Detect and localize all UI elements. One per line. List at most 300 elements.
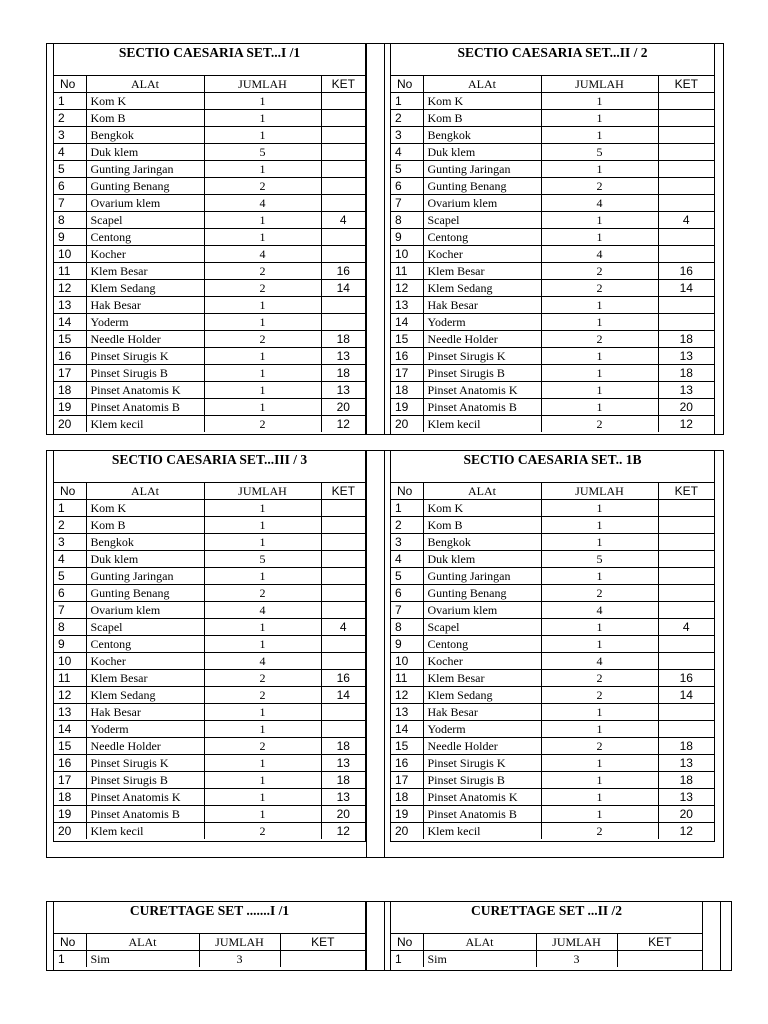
item-name: Ovarium klem (86, 602, 204, 619)
table-row (54, 229, 365, 246)
item-name: Bengkok (423, 127, 541, 144)
item-no: 5 (391, 568, 423, 585)
item-ket: 18 (658, 738, 714, 755)
item-no: 14 (54, 721, 86, 738)
table-row (391, 585, 714, 602)
item-name: Kom K (423, 500, 541, 517)
item-no: 10 (391, 246, 423, 263)
table-row (391, 144, 714, 161)
header-jumlah: JUMLAH (204, 483, 321, 500)
item-ket: 14 (658, 687, 714, 704)
item-no: 17 (391, 365, 423, 382)
item-jumlah: 1 (204, 212, 321, 229)
item-no: 13 (391, 297, 423, 314)
item-jumlah: 1 (204, 636, 321, 653)
item-jumlah: 1 (541, 110, 658, 127)
item-name: Klem Sedang (423, 687, 541, 704)
item-name: Klem kecil (86, 416, 204, 433)
item-jumlah: 1 (204, 314, 321, 331)
item-jumlah: 4 (541, 246, 658, 263)
table-row (54, 348, 365, 365)
table-row (391, 127, 714, 144)
item-ket (658, 93, 714, 110)
item-jumlah: 1 (541, 619, 658, 636)
item-no: 15 (391, 331, 423, 348)
item-jumlah: 1 (541, 212, 658, 229)
item-ket: 18 (321, 365, 365, 382)
table-row (391, 212, 714, 229)
column-divider (366, 451, 367, 857)
item-ket: 12 (321, 416, 365, 433)
item-name: Pinset Anatomis K (423, 382, 541, 399)
item-jumlah: 1 (541, 348, 658, 365)
item-jumlah: 1 (204, 619, 321, 636)
item-jumlah: 2 (204, 585, 321, 602)
set-title: SECTIO CAESARIA SET...II / 2 (457, 45, 648, 60)
item-name: Gunting Benang (423, 178, 541, 195)
table-row (391, 314, 714, 331)
item-ket (321, 636, 365, 653)
table-row (391, 500, 714, 517)
item-ket: 13 (321, 755, 365, 772)
table-row (391, 382, 714, 399)
item-name: Kom B (86, 110, 204, 127)
item-name: Centong (423, 636, 541, 653)
item-name: Klem Sedang (86, 687, 204, 704)
table-row (54, 93, 365, 110)
item-no: 2 (391, 110, 423, 127)
item-ket: 20 (658, 399, 714, 416)
item-name: Duk klem (86, 144, 204, 161)
item-ket (321, 178, 365, 195)
table-header-row (54, 76, 365, 93)
item-jumlah: 5 (541, 551, 658, 568)
table-row (54, 534, 365, 551)
table-row (54, 195, 365, 212)
item-ket (658, 704, 714, 721)
item-ket (658, 568, 714, 585)
item-name: Pinset Sirugis B (86, 365, 204, 382)
header-ket: KET (617, 934, 702, 951)
table-header-row (391, 76, 714, 93)
item-no: 18 (54, 382, 86, 399)
item-name: Sim (423, 951, 536, 968)
table-row (391, 534, 714, 551)
item-ket: 18 (658, 331, 714, 348)
item-no: 7 (54, 602, 86, 619)
item-jumlah: 2 (204, 331, 321, 348)
item-jumlah: 1 (541, 755, 658, 772)
item-jumlah: 1 (541, 636, 658, 653)
item-ket (658, 653, 714, 670)
item-no: 1 (54, 951, 86, 968)
item-no: 12 (54, 687, 86, 704)
item-no: 5 (54, 161, 86, 178)
item-name: Pinset Anatomis K (86, 382, 204, 399)
item-no: 3 (54, 534, 86, 551)
item-jumlah: 2 (541, 331, 658, 348)
item-name: Gunting Benang (86, 178, 204, 195)
item-jumlah: 1 (541, 161, 658, 178)
item-ket: 18 (321, 331, 365, 348)
item-name: Kocher (423, 246, 541, 263)
item-name: Scapel (86, 212, 204, 229)
item-jumlah: 1 (204, 348, 321, 365)
table-row (391, 517, 714, 534)
header-alat: ALAt (423, 483, 541, 500)
item-jumlah: 1 (204, 161, 321, 178)
table-row (54, 755, 365, 772)
item-jumlah: 2 (204, 416, 321, 433)
item-no: 3 (391, 127, 423, 144)
item-ket: 14 (321, 280, 365, 297)
item-name: Centong (86, 229, 204, 246)
item-jumlah: 5 (204, 144, 321, 161)
item-name: Pinset Sirugis B (423, 365, 541, 382)
item-no: 15 (54, 331, 86, 348)
item-ket (658, 229, 714, 246)
item-no: 12 (391, 280, 423, 297)
table-row (54, 789, 365, 806)
table-row (391, 687, 714, 704)
item-no: 12 (54, 280, 86, 297)
item-name: Scapel (86, 619, 204, 636)
item-jumlah: 1 (541, 314, 658, 331)
table-row (54, 653, 365, 670)
item-name: Scapel (423, 619, 541, 636)
item-ket: 14 (658, 280, 714, 297)
item-no: 19 (54, 806, 86, 823)
item-jumlah: 1 (204, 534, 321, 551)
header-ket: KET (658, 76, 714, 93)
header-ket: KET (280, 934, 365, 951)
item-ket (658, 314, 714, 331)
item-ket (321, 161, 365, 178)
item-ket (658, 636, 714, 653)
item-no: 17 (391, 772, 423, 789)
item-ket: 4 (658, 619, 714, 636)
item-name: Pinset Anatomis B (86, 806, 204, 823)
item-no: 13 (54, 704, 86, 721)
item-ket (658, 110, 714, 127)
item-name: Yoderm (423, 314, 541, 331)
item-name: Kom K (423, 93, 541, 110)
item-name: Bengkok (86, 127, 204, 144)
header-alat: ALAt (423, 934, 536, 951)
item-ket: 18 (321, 738, 365, 755)
item-name: Pinset Anatomis B (86, 399, 204, 416)
table-row (391, 93, 714, 110)
item-jumlah: 5 (204, 551, 321, 568)
item-jumlah: 4 (541, 602, 658, 619)
item-name: Needle Holder (423, 331, 541, 348)
table-row (54, 399, 365, 416)
header-jumlah: JUMLAH (204, 76, 321, 93)
item-ket: 18 (321, 772, 365, 789)
header-jumlah: JUMLAH (199, 934, 280, 951)
set-title: SECTIO CAESARIA SET...III / 3 (111, 452, 308, 467)
item-name: Bengkok (423, 534, 541, 551)
item-jumlah: 1 (541, 297, 658, 314)
item-jumlah: 2 (204, 280, 321, 297)
item-no: 20 (54, 416, 86, 433)
item-ket (658, 585, 714, 602)
table-row (391, 738, 714, 755)
item-jumlah: 2 (541, 738, 658, 755)
item-ket (321, 568, 365, 585)
item-no: 2 (391, 517, 423, 534)
table-row (391, 229, 714, 246)
item-ket (321, 653, 365, 670)
item-jumlah: 2 (204, 670, 321, 687)
table-row (54, 636, 365, 653)
table-row (54, 951, 365, 968)
item-jumlah: 2 (541, 687, 658, 704)
item-jumlah: 1 (541, 229, 658, 246)
item-no: 4 (391, 551, 423, 568)
item-no: 7 (54, 195, 86, 212)
column-divider (366, 44, 367, 434)
table-row (54, 585, 365, 602)
item-ket: 4 (321, 212, 365, 229)
item-no: 14 (54, 314, 86, 331)
item-ket (658, 517, 714, 534)
item-jumlah: 1 (541, 568, 658, 585)
item-name: Hak Besar (423, 704, 541, 721)
item-no: 7 (391, 195, 423, 212)
item-ket: 13 (658, 382, 714, 399)
item-ket: 12 (658, 823, 714, 840)
item-no: 17 (54, 772, 86, 789)
item-name: Hak Besar (86, 704, 204, 721)
item-ket: 20 (321, 806, 365, 823)
item-name: Kocher (86, 653, 204, 670)
item-jumlah: 1 (204, 93, 321, 110)
item-name: Pinset Sirugis K (423, 348, 541, 365)
header-ket: KET (321, 76, 365, 93)
item-ket (321, 551, 365, 568)
item-jumlah: 1 (204, 127, 321, 144)
item-no: 11 (391, 670, 423, 687)
item-ket (658, 195, 714, 212)
item-no: 6 (54, 585, 86, 602)
item-no: 1 (391, 93, 423, 110)
table-row (391, 755, 714, 772)
item-jumlah: 1 (541, 127, 658, 144)
item-no: 20 (391, 823, 423, 840)
table-row (391, 653, 714, 670)
item-no: 17 (54, 365, 86, 382)
item-no: 10 (54, 246, 86, 263)
item-jumlah: 1 (541, 517, 658, 534)
table-row (54, 161, 365, 178)
table-row (54, 416, 365, 433)
header-no: No (391, 76, 423, 93)
item-name: Klem Besar (423, 263, 541, 280)
item-name: Gunting Jaringan (423, 161, 541, 178)
item-jumlah: 1 (541, 500, 658, 517)
header-no: No (54, 483, 86, 500)
table-row (54, 670, 365, 687)
table-row (391, 246, 714, 263)
item-ket: 12 (658, 416, 714, 433)
set-panel-sectio-3 (53, 450, 366, 842)
item-no: 2 (54, 110, 86, 127)
item-jumlah: 2 (204, 178, 321, 195)
item-jumlah: 1 (204, 772, 321, 789)
item-no: 12 (391, 687, 423, 704)
item-no: 2 (54, 517, 86, 534)
item-ket: 14 (321, 687, 365, 704)
item-name: Pinset Sirugis B (86, 772, 204, 789)
item-no: 3 (391, 534, 423, 551)
item-name: Yoderm (423, 721, 541, 738)
item-ket (321, 314, 365, 331)
item-name: Klem Sedang (423, 280, 541, 297)
item-ket (280, 951, 365, 968)
table-row (54, 721, 365, 738)
header-ket: KET (321, 483, 365, 500)
item-ket (658, 534, 714, 551)
item-ket (321, 517, 365, 534)
item-name: Klem kecil (423, 416, 541, 433)
item-no: 6 (391, 178, 423, 195)
item-no: 4 (391, 144, 423, 161)
item-ket: 16 (321, 263, 365, 280)
item-name: Klem Besar (423, 670, 541, 687)
item-name: Klem kecil (423, 823, 541, 840)
item-jumlah: 3 (536, 951, 617, 968)
table-row (54, 551, 365, 568)
table-row (391, 416, 714, 433)
item-ket: 4 (658, 212, 714, 229)
table-row (391, 195, 714, 212)
table-row (391, 263, 714, 280)
item-name: Gunting Jaringan (86, 161, 204, 178)
item-ket (321, 110, 365, 127)
item-name: Klem kecil (86, 823, 204, 840)
header-jumlah: JUMLAH (541, 483, 658, 500)
item-no: 8 (54, 212, 86, 229)
table-header-row (54, 934, 365, 951)
item-no: 8 (391, 212, 423, 229)
item-ket (658, 297, 714, 314)
item-ket (321, 246, 365, 263)
item-name: Pinset Sirugis K (86, 348, 204, 365)
item-name: Klem Besar (86, 263, 204, 280)
item-name: Yoderm (86, 721, 204, 738)
item-ket: 20 (658, 806, 714, 823)
table-row (54, 823, 365, 840)
item-ket: 13 (321, 789, 365, 806)
item-name: Kom K (86, 500, 204, 517)
item-name: Duk klem (86, 551, 204, 568)
header-no: No (391, 934, 423, 951)
table-row (391, 110, 714, 127)
item-ket (658, 246, 714, 263)
item-name: Pinset Anatomis B (423, 399, 541, 416)
item-no: 9 (54, 229, 86, 246)
item-jumlah: 5 (541, 144, 658, 161)
set-panel-curettage-1 (53, 901, 366, 971)
item-jumlah: 1 (541, 721, 658, 738)
table-row (54, 382, 365, 399)
header-jumlah: JUMLAH (536, 934, 617, 951)
item-ket (321, 721, 365, 738)
item-name: Pinset Anatomis B (423, 806, 541, 823)
table-row (54, 178, 365, 195)
item-ket (658, 127, 714, 144)
item-no: 13 (391, 704, 423, 721)
item-no: 1 (54, 500, 86, 517)
item-no: 1 (54, 93, 86, 110)
item-name: Duk klem (423, 551, 541, 568)
item-name: Needle Holder (86, 738, 204, 755)
table-row (391, 551, 714, 568)
table-row (391, 789, 714, 806)
item-no: 19 (54, 399, 86, 416)
item-jumlah: 1 (541, 399, 658, 416)
item-ket: 13 (658, 348, 714, 365)
set-panel-sectio-1b (390, 450, 715, 842)
item-name: Pinset Anatomis K (423, 789, 541, 806)
table-row (391, 823, 714, 840)
item-jumlah: 2 (204, 263, 321, 280)
table-row (391, 568, 714, 585)
item-jumlah: 4 (204, 195, 321, 212)
item-jumlah: 1 (204, 517, 321, 534)
item-ket: 18 (658, 365, 714, 382)
item-name: Pinset Sirugis K (86, 755, 204, 772)
item-ket: 13 (658, 755, 714, 772)
item-jumlah: 2 (541, 670, 658, 687)
table-row (54, 704, 365, 721)
table-row (391, 331, 714, 348)
table-row (54, 772, 365, 789)
item-jumlah: 1 (204, 399, 321, 416)
item-no: 10 (391, 653, 423, 670)
table-row (391, 297, 714, 314)
item-no: 4 (54, 551, 86, 568)
instrument-table (391, 933, 702, 967)
item-no: 9 (391, 636, 423, 653)
item-name: Sim (86, 951, 199, 968)
item-name: Kom B (86, 517, 204, 534)
column-divider (366, 902, 367, 970)
item-no: 11 (391, 263, 423, 280)
table-row (54, 127, 365, 144)
item-ket: 20 (321, 399, 365, 416)
table-header-row (391, 934, 702, 951)
table-row (391, 365, 714, 382)
item-no: 6 (54, 178, 86, 195)
set-title: CURETTAGE SET .......I /1 (129, 903, 290, 918)
item-name: Pinset Sirugis B (423, 772, 541, 789)
item-ket: 13 (658, 789, 714, 806)
table-row (391, 602, 714, 619)
item-ket (658, 602, 714, 619)
column-divider (720, 902, 721, 970)
item-name: Pinset Anatomis K (86, 789, 204, 806)
table-row (54, 687, 365, 704)
set-title: SECTIO CAESARIA SET...I /1 (118, 45, 301, 60)
item-name: Centong (86, 636, 204, 653)
item-jumlah: 1 (204, 789, 321, 806)
item-no: 14 (391, 721, 423, 738)
item-no: 4 (54, 144, 86, 161)
set-panel-sectio-1 (53, 43, 366, 435)
item-ket (658, 500, 714, 517)
